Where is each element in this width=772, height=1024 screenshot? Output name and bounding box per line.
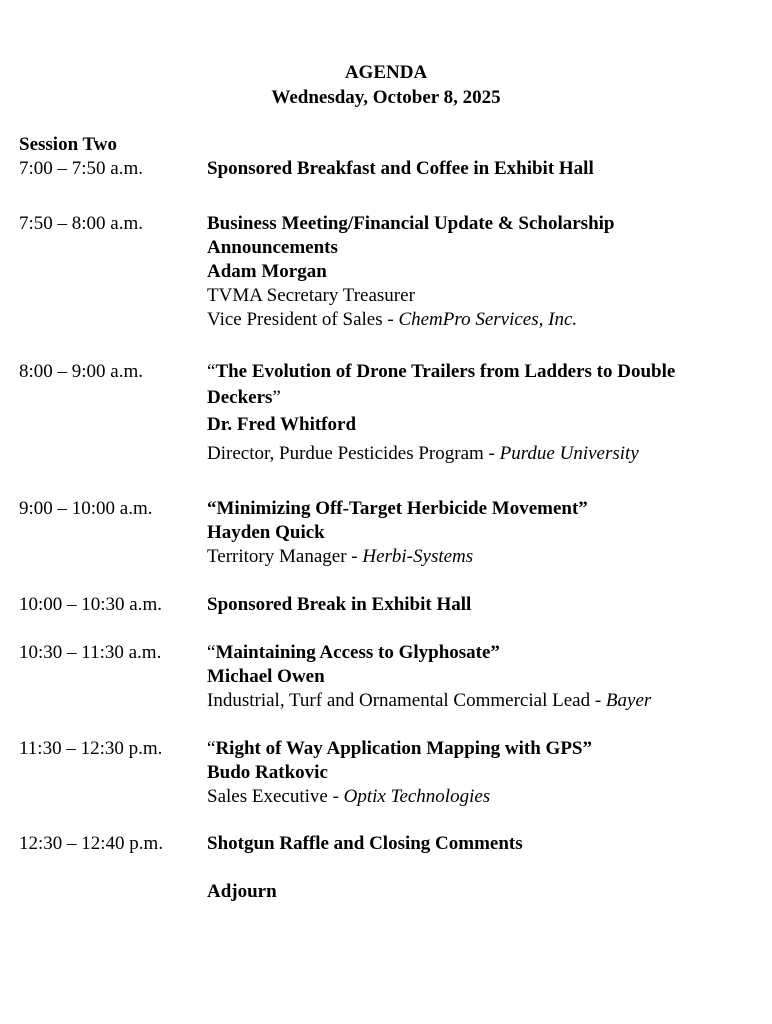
- item-title-text: The Evolution of Drone Trailers from Ladders to Double: [215, 361, 676, 382]
- item-title: Shotgun Raffle and Closing Comments: [207, 833, 523, 854]
- speaker-affiliation: [207, 689, 651, 713]
- item-time: 12:30 – 12:40 p.m.: [19, 833, 164, 854]
- item-time: 7:00 – 7:50 a.m.: [19, 158, 144, 179]
- speaker-role: Sales Executive -: [207, 786, 344, 807]
- item-title-line1: [207, 360, 675, 384]
- speaker-affiliation: [207, 308, 577, 332]
- speaker-name: Dr. Fred Whitford: [207, 414, 357, 435]
- speaker-role: Territory Manager -: [207, 546, 363, 567]
- open-quote: “: [207, 642, 216, 663]
- item-time: 8:00 – 9:00 a.m.: [19, 361, 144, 382]
- speaker-org: Herbi-Systems: [362, 546, 474, 567]
- item-title-line2: Announcements: [207, 237, 338, 258]
- speaker-org: Optix Technologies: [343, 786, 491, 807]
- speaker-org: Purdue University: [499, 443, 639, 464]
- speaker-affiliation: [207, 785, 490, 809]
- speaker-name: Adam Morgan: [207, 261, 327, 282]
- item-title: [207, 641, 500, 665]
- speaker-role: Industrial, Turf and Ornamental Commercial Lead -: [207, 690, 606, 711]
- speaker-affiliation: [207, 545, 473, 569]
- open-quote: “: [207, 738, 216, 759]
- session-label: Session Two: [19, 134, 118, 155]
- item-title-text: Maintaining Access to Glyphosate”: [215, 642, 500, 663]
- agenda-date: Wednesday, October 8, 2025: [271, 87, 501, 108]
- speaker-name: Hayden Quick: [207, 522, 325, 543]
- speaker-org: ChemPro Services, Inc.: [398, 309, 578, 330]
- item-title: “Minimizing Off-Target Herbicide Movement”: [207, 498, 588, 519]
- adjourn-label: Adjourn: [207, 881, 277, 902]
- item-title-text: Deckers: [207, 387, 273, 408]
- agenda-title: AGENDA: [344, 62, 428, 83]
- speaker-role: TVMA Secretary Treasurer: [207, 285, 415, 306]
- speaker-affiliation: [207, 442, 639, 466]
- item-time: 9:00 – 10:00 a.m.: [19, 498, 153, 519]
- close-quote: ”: [272, 387, 281, 408]
- item-time: 11:30 – 12:30 p.m.: [19, 738, 163, 759]
- item-title: Sponsored Break in Exhibit Hall: [207, 594, 472, 615]
- item-title-line1: Business Meeting/Financial Update & Scholarship: [207, 213, 615, 234]
- item-title-line2: [207, 386, 281, 410]
- speaker-name: Budo Ratkovic: [207, 762, 328, 783]
- speaker-role: Vice President of Sales -: [207, 309, 399, 330]
- item-time: 10:00 – 10:30 a.m.: [19, 594, 163, 615]
- item-title-text: Right of Way Application Mapping with GPS”: [215, 738, 592, 759]
- speaker-org: Bayer: [605, 690, 652, 711]
- item-title: [207, 737, 592, 761]
- speaker-name: Michael Owen: [207, 666, 325, 687]
- open-quote: “: [207, 361, 216, 382]
- item-title: Sponsored Breakfast and Coffee in Exhibit Hall: [207, 158, 594, 179]
- item-time: 7:50 – 8:00 a.m.: [19, 213, 144, 234]
- speaker-role: Director, Purdue Pesticides Program -: [207, 443, 500, 464]
- item-time: 10:30 – 11:30 a.m.: [19, 642, 162, 663]
